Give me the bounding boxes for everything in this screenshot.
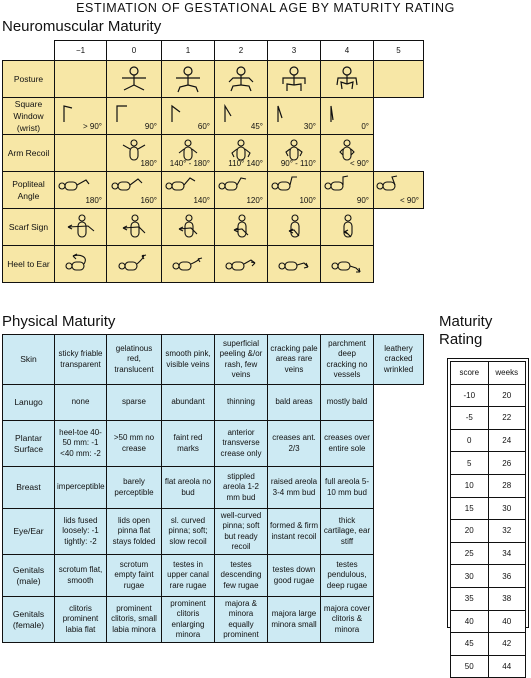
popliteal-cell: 90° <box>321 172 374 209</box>
pm-cell: creases over entire sole <box>321 421 374 467</box>
rating-row: -5 22 <box>451 407 526 430</box>
rating-row: -10 20 <box>451 384 526 407</box>
arm-recoil-cell: 180° <box>107 135 162 172</box>
heel-to-ear-cell <box>321 246 374 283</box>
pm-cell: raised areola 3-4 mm bud <box>268 467 321 509</box>
score-header: 2 <box>215 41 268 61</box>
popliteal-cell: 160° <box>107 172 162 209</box>
pm-row-label: Eye/Ear <box>3 509 55 555</box>
corner-cell <box>3 41 55 61</box>
posture-cell <box>162 61 215 98</box>
pm-cell: prominent clitoris, small labia minora <box>107 597 162 643</box>
pm-cell: gelatinous red, translucent <box>107 335 162 385</box>
arm-recoil-cell: 90° - 110° <box>268 135 321 172</box>
pm-cell: sparse <box>107 385 162 421</box>
nm-row-posture <box>3 61 424 98</box>
pm-row-label: Skin <box>3 335 55 385</box>
pm-cell: smooth pink, visible veins <box>162 335 215 385</box>
pm-row-label: Plantar Surface <box>3 421 55 467</box>
pm-row-label: Lanugo <box>3 385 55 421</box>
pm-cell: lids fused loosely: -1 tightly: -2 <box>55 509 107 555</box>
pm-row-eye-ear <box>3 509 424 555</box>
popliteal-angle-icon <box>56 176 90 196</box>
pm-row-label: Breast <box>3 467 55 509</box>
posture-cell <box>268 61 321 98</box>
physical-table <box>2 334 424 643</box>
nm-row-popliteal-angle <box>3 172 424 209</box>
scarf-sign-cell <box>55 209 107 246</box>
arm-recoil-cell: 110° 140° <box>215 135 268 172</box>
score-header-row <box>3 41 424 61</box>
pm-row-breast <box>3 467 424 509</box>
rating-row: 15 30 <box>451 497 526 520</box>
rating-row: 0 24 <box>451 429 526 452</box>
score-header: 0 <box>107 41 162 61</box>
pm-cell: imperceptible <box>55 467 107 509</box>
popliteal-cell: 180° <box>55 172 107 209</box>
heel-to-ear-icon <box>329 250 365 276</box>
scarf-sign-icon <box>330 213 364 241</box>
square-window-cell: 0° <box>321 98 374 135</box>
heel-to-ear-cell <box>55 246 107 283</box>
wrist-angle-icon <box>111 102 135 124</box>
scarf-sign-cell <box>162 209 215 246</box>
pm-cell: cracking pale areas rare veins <box>268 335 321 385</box>
pm-cell: well-curved pinna; soft but ready recoil <box>215 509 268 555</box>
page-title: ESTIMATION OF GESTATIONAL AGE BY MATURITY RATING <box>76 1 455 15</box>
scarf-sign-cell <box>215 209 268 246</box>
wrist-angle-icon <box>219 102 243 124</box>
arm-recoil-cell: 140° - 180° <box>162 135 215 172</box>
pm-cell: leathery cracked wrinkled <box>374 335 424 385</box>
rating-col-score: score <box>451 362 489 385</box>
pm-cell: thick cartilage, ear stiff <box>321 509 374 555</box>
pm-row-skin <box>3 335 424 385</box>
score-header: −1 <box>55 41 107 61</box>
heel-to-ear-icon <box>276 250 312 276</box>
pm-cell: scrotum empty faint rugae <box>107 555 162 597</box>
pm-cell: faint red marks <box>162 421 215 467</box>
nm-row-label: Posture <box>3 61 55 98</box>
rating-row: 50 44 <box>451 655 526 678</box>
pm-cell: barely perceptible <box>107 467 162 509</box>
pm-cell: testes down good rugae <box>268 555 321 597</box>
neuromuscular-table <box>2 40 424 283</box>
nm-row-scarf-sign <box>3 209 424 246</box>
heel-to-ear-icon <box>170 250 206 276</box>
popliteal-cell: 120° <box>215 172 268 209</box>
pm-cell: prominent clitoris enlarging minora <box>162 597 215 643</box>
pm-cell: thinning <box>215 385 268 421</box>
rating-row: 45 42 <box>451 633 526 656</box>
rating-table <box>450 361 526 678</box>
popliteal-angle-icon <box>216 176 250 196</box>
pm-cell: >50 mm no crease <box>107 421 162 467</box>
square-window-cell: > 90° <box>55 98 107 135</box>
pm-cell: bald areas <box>268 385 321 421</box>
square-window-cell: 60° <box>162 98 215 135</box>
nm-row-arm-recoil <box>3 135 424 172</box>
posture-cell <box>374 61 424 98</box>
popliteal-angle-icon <box>109 176 143 196</box>
scarf-sign-icon <box>64 213 98 241</box>
popliteal-cell: 140° <box>162 172 215 209</box>
pm-cell: none <box>55 385 107 421</box>
square-window-cell: 30° <box>268 98 321 135</box>
rating-col-weeks: weeks <box>488 362 526 385</box>
pm-row-lanugo <box>3 385 424 421</box>
rating-row: 40 40 <box>451 610 526 633</box>
popliteal-angle-icon <box>163 176 197 196</box>
pm-cell: clitoris prominent labia flat <box>55 597 107 643</box>
rating-row: 30 36 <box>451 565 526 588</box>
popliteal-angle-icon <box>322 176 356 196</box>
pm-cell: creases ant. 2/3 <box>268 421 321 467</box>
rating-row: 35 38 <box>451 587 526 610</box>
infant-figure-icon <box>274 65 314 93</box>
scarf-sign-cell <box>268 209 321 246</box>
rating-row: 10 28 <box>451 474 526 497</box>
neuromuscular-heading: Neuromuscular Maturity <box>2 18 162 35</box>
wrist-angle-icon <box>166 102 190 124</box>
score-header: 1 <box>162 41 215 61</box>
pm-cell: testes descending few rugae <box>215 555 268 597</box>
physical-heading: Physical Maturity <box>2 313 116 330</box>
nm-row-label: Arm Recoil <box>3 135 55 172</box>
pm-row-label: Genitals (female) <box>3 597 55 643</box>
popliteal-angle-icon <box>374 176 408 196</box>
pm-cell: mostly bald <box>321 385 374 421</box>
pm-row-plantar <box>3 421 424 467</box>
pm-cell: sl. curved pinna; soft; slow recoil <box>162 509 215 555</box>
infant-figure-icon <box>221 65 261 93</box>
pm-row-label: Genitals (male) <box>3 555 55 597</box>
score-header: 3 <box>268 41 321 61</box>
heel-to-ear-icon <box>223 250 259 276</box>
pm-cell: majora large minora small <box>268 597 321 643</box>
nm-row-square-window <box>3 98 424 135</box>
scarf-sign-cell <box>321 209 374 246</box>
score-header: 4 <box>321 41 374 61</box>
rating-row: 25 34 <box>451 542 526 565</box>
pm-cell: superficial peeling &/or rash, few veins <box>215 335 268 385</box>
pm-cell: majora & minora equally prominent <box>215 597 268 643</box>
square-window-cell: 90° <box>107 98 162 135</box>
pm-cell: testes in upper canal rare rugae <box>162 555 215 597</box>
infant-figure-icon <box>327 65 367 93</box>
pm-cell: lids open pinna flat stays folded <box>107 509 162 555</box>
heel-to-ear-icon <box>63 250 99 276</box>
heel-to-ear-cell <box>107 246 162 283</box>
pm-cell: flat areola no bud <box>162 467 215 509</box>
pm-cell: testes pendulous, deep rugae <box>321 555 374 597</box>
posture-cell <box>107 61 162 98</box>
pm-cell: abundant <box>162 385 215 421</box>
wrist-angle-icon <box>58 102 82 124</box>
scarf-sign-cell <box>107 209 162 246</box>
rating-header-row <box>451 362 526 385</box>
heel-to-ear-cell <box>268 246 321 283</box>
posture-cell <box>55 61 107 98</box>
pm-cell: sticky friable transparent <box>55 335 107 385</box>
scarf-sign-icon <box>224 213 258 241</box>
pm-row-genitals-female <box>3 597 424 643</box>
pm-cell: majora cover clitoris & minora <box>321 597 374 643</box>
posture-cell <box>215 61 268 98</box>
pm-cell: formed & firm instant recoil <box>268 509 321 555</box>
rating-heading: Maturity Rating <box>439 313 493 348</box>
nm-row-label: Square Window (wrist) <box>3 98 55 135</box>
scarf-sign-icon <box>117 213 151 241</box>
pm-cell: scrotum flat, smooth <box>55 555 107 597</box>
pm-cell: anterior transverse crease only <box>215 421 268 467</box>
heel-to-ear-cell <box>215 246 268 283</box>
popliteal-cell: < 90° <box>374 172 424 209</box>
rating-row: 20 32 <box>451 520 526 543</box>
popliteal-angle-icon <box>269 176 303 196</box>
rating-row: 5 26 <box>451 452 526 475</box>
score-header: 5 <box>374 41 424 61</box>
arm-recoil-cell: < 90° <box>321 135 374 172</box>
scarf-sign-icon <box>171 213 205 241</box>
wrist-angle-icon <box>272 102 296 124</box>
nm-row-label: Scarf Sign <box>3 209 55 246</box>
nm-row-label: Popliteal Angle <box>3 172 55 209</box>
arm-recoil-cell <box>55 135 107 172</box>
pm-cell: parchment deep cracking no vessels <box>321 335 374 385</box>
pm-cell: heel-toe 40-50 mm: -1 <40 mm: -2 <box>55 421 107 467</box>
nm-row-heel-to-ear <box>3 246 424 283</box>
scarf-sign-icon <box>277 213 311 241</box>
popliteal-cell: 100° <box>268 172 321 209</box>
square-window-cell: 45° <box>215 98 268 135</box>
pm-cell: full areola 5-10 mm bud <box>321 467 374 509</box>
heel-to-ear-cell <box>162 246 215 283</box>
heel-to-ear-icon <box>116 250 152 276</box>
wrist-angle-icon <box>325 102 349 124</box>
infant-figure-icon <box>168 65 208 93</box>
pm-row-genitals-male <box>3 555 424 597</box>
nm-row-label: Heel to Ear <box>3 246 55 283</box>
pm-cell: stippled areola 1-2 mm bud <box>215 467 268 509</box>
infant-figure-icon <box>114 65 154 93</box>
posture-cell <box>321 61 374 98</box>
